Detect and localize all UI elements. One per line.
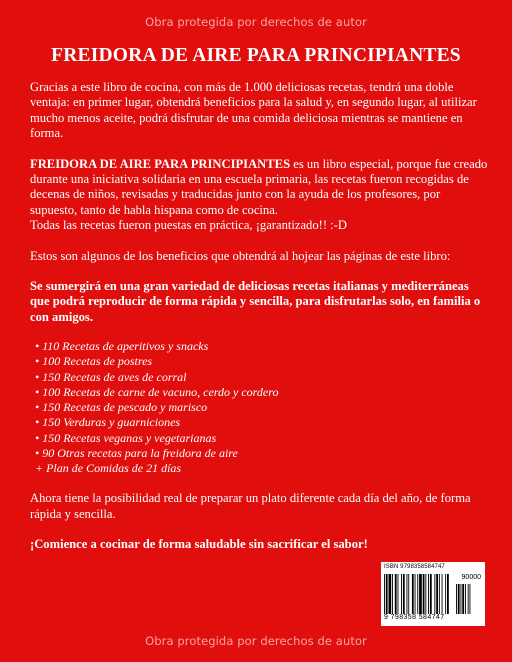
list-item: • 150 Verduras y guarniciones xyxy=(35,415,181,430)
highlight-paragraph: Se sumergirá en una gran variedad de deliciosas recetas italianas y mediterráneas que podrá reproducir de forma rápida y sencilla, para disfrutarlas solo, en familia o con amigos. xyxy=(30,279,481,324)
list-item: + Plan de Comidas de 21 días xyxy=(35,460,182,475)
list-item: • 150 Recetas veganas y vegetarianas xyxy=(35,430,217,445)
isbn-label: ISBN 9798358584747 xyxy=(384,564,445,570)
price-code: 90000 xyxy=(461,574,481,581)
list-item: • 100 Recetas de carne de vacuno, cerdo y cordero xyxy=(35,384,279,399)
description-paragraph xyxy=(30,157,490,234)
list-item: • 100 Recetas de postres xyxy=(35,354,153,369)
list-item: • 90 Otras recetas para la freidora de aire xyxy=(35,445,238,460)
list-item: • 110 Recetas de aperitivos y snacks xyxy=(35,339,209,354)
call-to-action: ¡Comience a cocinar de forma saludable sin sacrificar el sabor! xyxy=(30,536,368,551)
benefits-intro: Estos son algunos de los beneficios que obtendrá al hojear las páginas de este libro: xyxy=(30,248,451,263)
inline-book-title: FREIDORA DE AIRE PARA PRINCIPIANTES xyxy=(30,156,291,171)
intro-paragraph: Gracias a este libro de cocina, con más de 1.000 deliciosas recetas, tendrá una doble ventaja: en primer lugar, obtendrá beneficios para la salud y, en segundo lugar, al utilizar mucho menos aceite, podrá disfrutar de una comida deliciosa mientras se mantiene en forma. xyxy=(30,80,477,141)
back-cover-text xyxy=(30,80,490,552)
guarantee-text: Todas las recetas fueron puestas en práctica, ¡garantizado!! :-D xyxy=(30,218,347,233)
closing-paragraph: Ahora tiene la posibilidad real de preparar un plato diferente cada día del año, de forma rápida y sencilla. xyxy=(30,491,471,521)
list-item: • 150 Recetas de pescado y marisco xyxy=(35,400,208,415)
list-item: • 150 Recetas de aves de corral xyxy=(35,369,187,384)
copyright-watermark-bottom: Obra protegida por derechos de autor xyxy=(145,634,367,648)
barcode-number: 9 798358 584747 xyxy=(384,614,445,621)
description-text: es un libro especial, porque fue creado durante una iniciativa solidaria en una escuela primaria, las recetas fueron recogidas de decenas de niños, revisadas y traducidas junto con la ayuda de los profesores, por supuesto, tanto de habla hispana como de cocina. xyxy=(30,156,488,217)
isbn-barcode xyxy=(381,562,485,626)
copyright-watermark-top: Obra protegida por derechos de autor xyxy=(145,15,367,29)
benefits-list xyxy=(30,339,490,476)
book-title: FREIDORA DE AIRE PARA PRINCIPIANTES xyxy=(51,45,461,66)
